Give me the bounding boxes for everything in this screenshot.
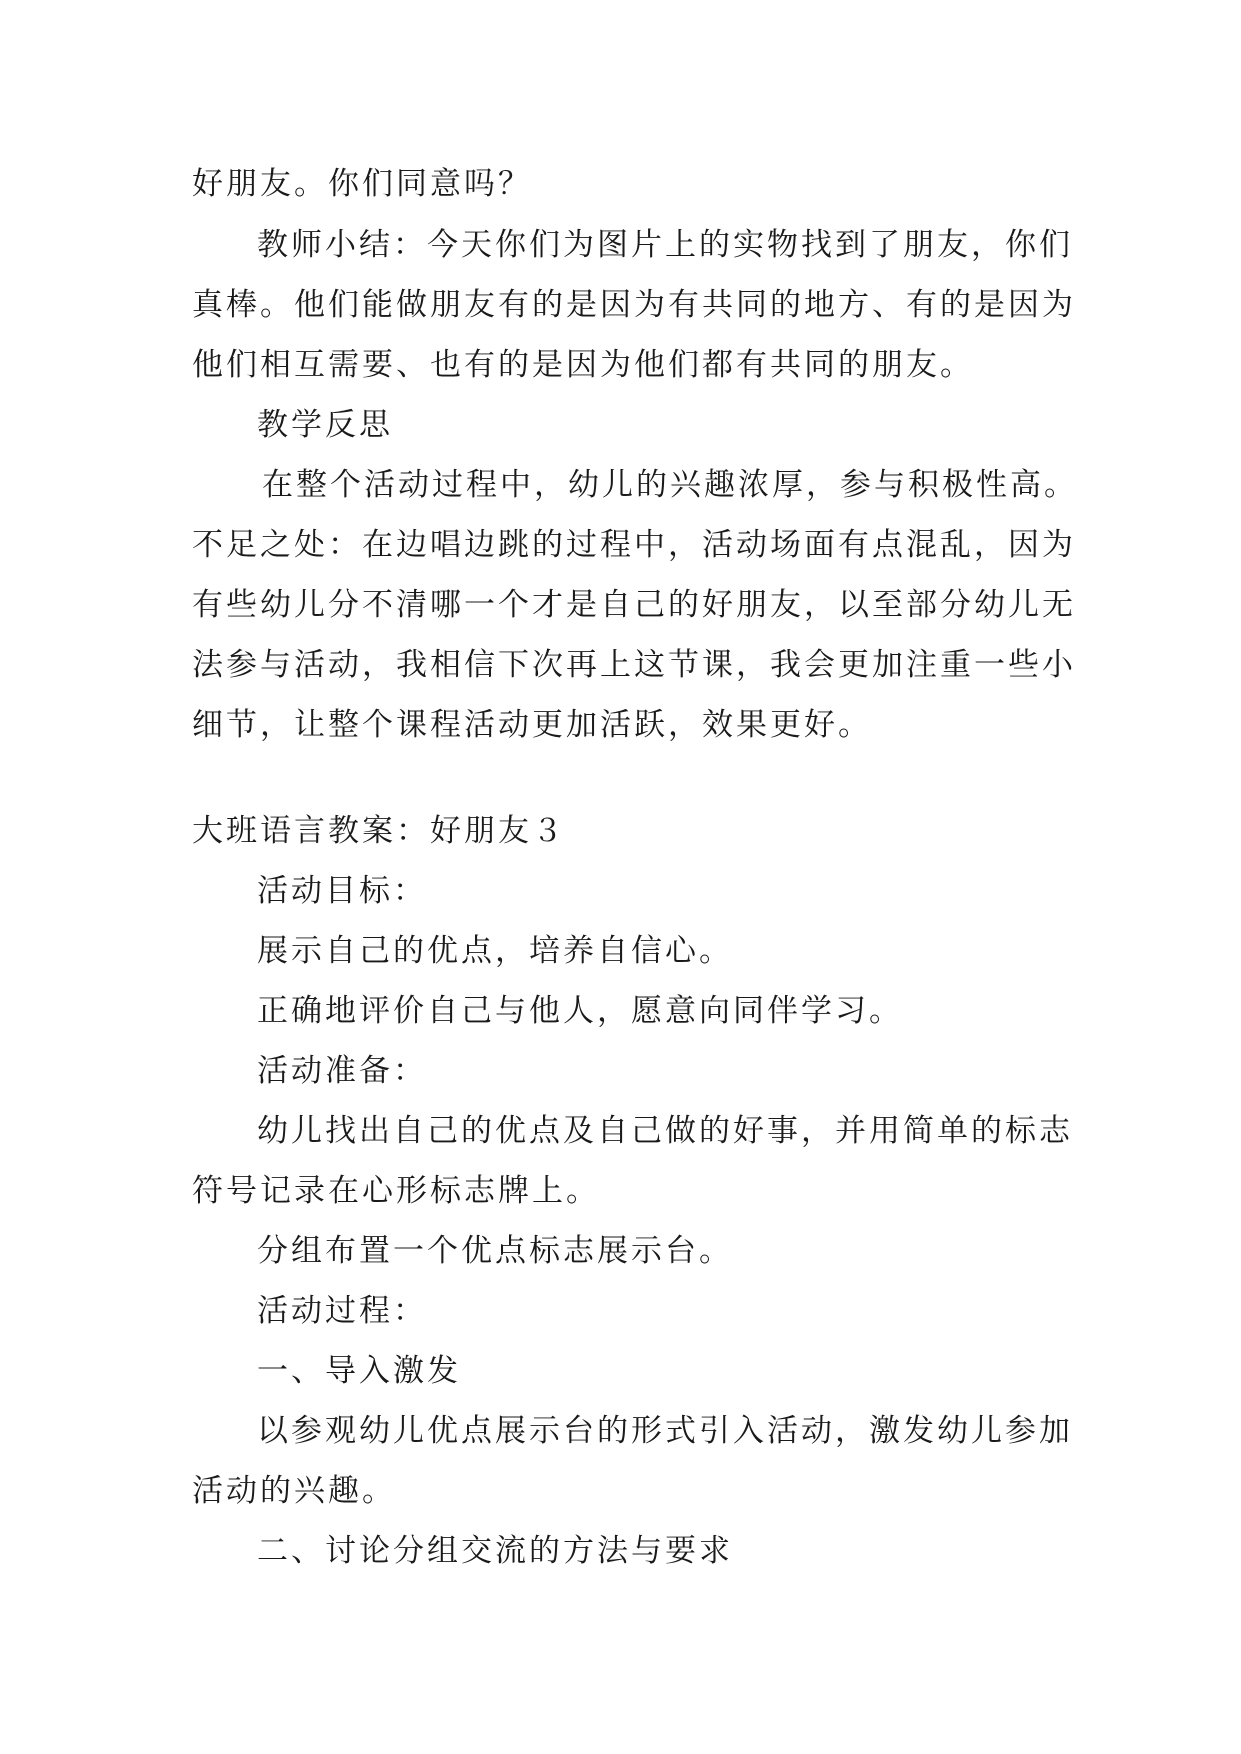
paragraph-line: 真棒。他们能做朋友有的是因为有共同的地方、有的是因为 xyxy=(192,287,1076,323)
paragraph-line: 在整个活动过程中，幼儿的兴趣浓厚，参与积极性高。 xyxy=(262,467,1078,503)
section-heading: 活动过程： xyxy=(257,1293,427,1329)
paragraph-line: 细节，让整个课程活动更加活跃，效果更好。 xyxy=(192,707,872,743)
paragraph-line: 好朋友。你们同意吗？ xyxy=(192,166,532,202)
paragraph-line: 活动的兴趣。 xyxy=(192,1473,396,1509)
paragraph-line: 分组布置一个优点标志展示台。 xyxy=(257,1233,733,1269)
paragraph-line: 展示自己的优点，培养自信心。 xyxy=(257,933,733,969)
paragraph-line: 有些幼儿分不清哪一个才是自己的好朋友，以至部分幼儿无 xyxy=(192,587,1076,623)
section-heading: 教学反思 xyxy=(257,407,393,443)
paragraph-line: 不足之处：在边唱边跳的过程中，活动场面有点混乱，因为 xyxy=(192,527,1076,563)
paragraph-line: 正确地评价自己与他人，愿意向同伴学习。 xyxy=(257,993,903,1029)
paragraph-line: 以参观幼儿优点展示台的形式引入活动，激发幼儿参加 xyxy=(257,1413,1073,1449)
paragraph-line: 幼儿找出自己的优点及自己做的好事，并用简单的标志 xyxy=(257,1113,1073,1149)
section-heading: 活动准备： xyxy=(257,1053,427,1089)
paragraph-line: 他们相互需要、也有的是因为他们都有共同的朋友。 xyxy=(192,347,974,383)
section-heading: 一、导入激发 xyxy=(257,1353,461,1389)
paragraph-line: 法参与活动，我相信下次再上这节课，我会更加注重一些小 xyxy=(192,647,1076,683)
section-heading: 活动目标： xyxy=(257,873,427,909)
document-title: 大班语言教案：好朋友３ xyxy=(192,813,566,849)
paragraph-line: 教师小结：今天你们为图片上的实物找到了朋友，你们 xyxy=(257,227,1073,263)
paragraph-line: 符号记录在心形标志牌上。 xyxy=(192,1173,600,1209)
section-heading: 二、讨论分组交流的方法与要求 xyxy=(257,1533,733,1569)
